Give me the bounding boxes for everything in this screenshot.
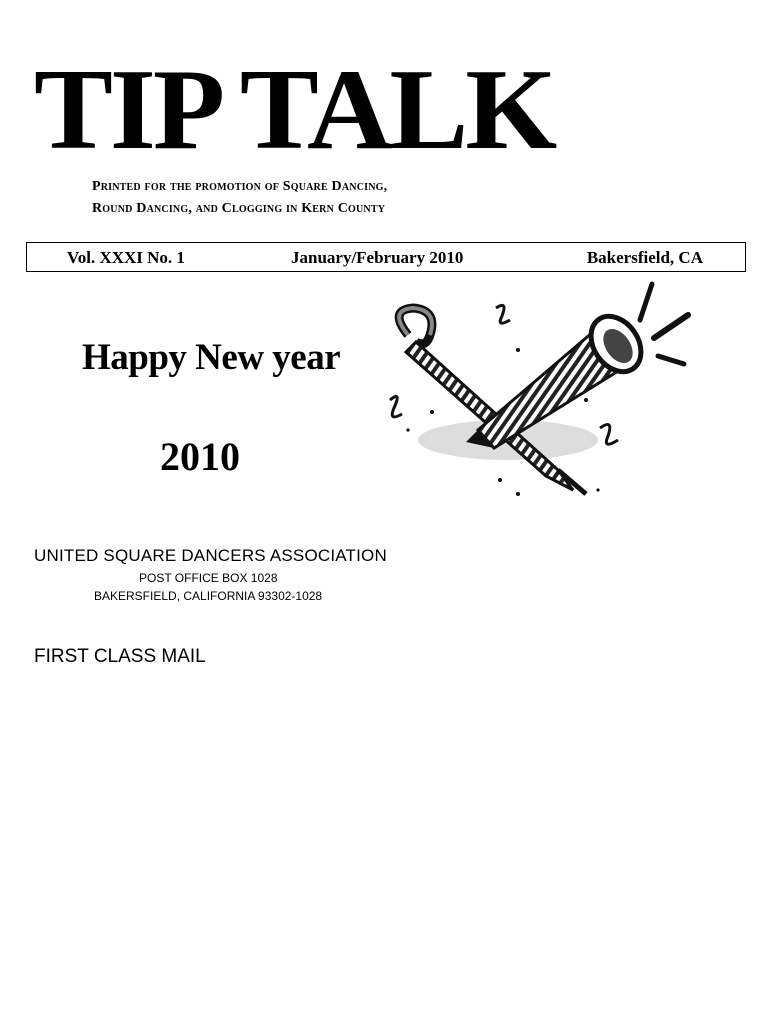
issue-location: Bakersfield, CA [586,248,703,267]
sender-address-line-1: POST OFFICE BOX 1028 [139,571,278,585]
tagline-line-1: Printed for the promotion of Square Dancing, [92,179,388,194]
newsletter-title: TIP TALK [34,46,555,174]
tagline-line-2: Round Dancing, and Clogging in Kern County [92,201,386,216]
sender-address-line-2: BAKERSFIELD, CALIFORNIA 93302-1028 [94,589,323,603]
greeting-text: Happy New year [82,337,341,378]
burst-lines [640,284,688,364]
mail-class-label: FIRST CLASS MAIL [34,646,206,667]
issue-date: January/February 2010 [291,248,464,267]
greeting-year: 2010 [160,434,240,479]
sender-organization: UNITED SQUARE DANCERS ASSOCIATION [34,546,387,565]
volume-number: Vol. XXXI No. 1 [67,248,185,267]
party-horns-icon [368,280,698,510]
issue-info-bar [26,242,746,272]
